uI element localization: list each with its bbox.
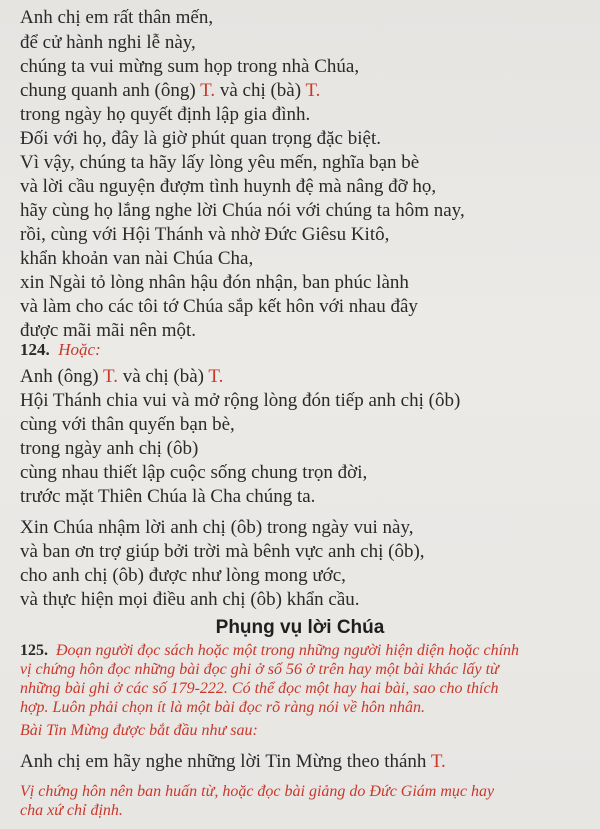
- intro-line-14: được mãi mãi nên một.: [20, 320, 197, 341]
- s124-line-1: Anh (ông) T. và chị (bà) T.: [20, 366, 224, 387]
- intro-line-10: rồi, cùng với Hội Thánh và nhờ Đức Giêsu Kitô,: [20, 224, 390, 245]
- section-124-header: [20, 338, 101, 362]
- s125-rubric-2: vị chứng hôn đọc những bài đọc ghi ở số 56 ở trên hay một bài khác lấy từ: [20, 661, 499, 678]
- s124-line-6: trước mặt Thiên Chúa là Cha chúng ta.: [20, 486, 316, 507]
- name-placeholder: T.: [208, 366, 224, 387]
- gospel-line: Anh chị em hãy nghe những lời Tin Mừng theo thánh T.: [20, 751, 446, 772]
- intro-line-3: chúng ta vui mừng sum họp trong nhà Chúa,: [20, 56, 360, 77]
- s124-line-8: và ban ơn trợ giúp bởi trời mà bênh vực anh chị (ôb),: [20, 541, 425, 562]
- section-label: Hoặc:: [58, 340, 101, 359]
- intro-line-2: để cử hành nghi lễ này,: [20, 32, 196, 53]
- s124-line-7: Xin Chúa nhậm lời anh chị (ôb) trong ngày vui này,: [20, 517, 414, 538]
- s124-line-4: trong ngày anh chị (ôb): [20, 438, 199, 459]
- s124-line-10: và thực hiện mọi điều anh chị (ôb) khẩn cầu.: [20, 589, 360, 610]
- gospel-rubric: Bài Tin Mừng được bắt đầu như sau:: [20, 722, 258, 739]
- intro-line-6: Đối với họ, đây là giờ phút quan trọng đặc biệt.: [20, 128, 381, 149]
- intro-line-1: Anh chị em rất thân mến,: [20, 7, 214, 28]
- s124-line-5: cùng nhau thiết lập cuộc sống chung trọn đời,: [20, 462, 368, 483]
- section-number: 124.: [20, 340, 50, 359]
- s125-rubric-1: 125. Đoạn người đọc sách hoặc một trong những người hiện diện hoặc chính: [20, 642, 520, 659]
- s124-line-9: cho anh chị (ôb) được như lòng mong ước,: [20, 565, 346, 586]
- intro-line-5: trong ngày họ quyết định lập gia đình.: [20, 104, 311, 125]
- s125-rubric-3: những bài ghi ở các số 179-222. Có thể đọc một hay hai bài, sao cho thích: [20, 680, 499, 697]
- intro-line-9: hãy cùng họ lắng nghe lời Chúa nói với chúng ta hôm nay,: [20, 200, 465, 221]
- intro-line-7: Vì vậy, chúng ta hãy lấy lòng yêu mến, nghĩa bạn bè: [20, 152, 420, 173]
- intro-line-4: chung quanh anh (ông) T. và chị (bà) T.: [20, 80, 321, 101]
- s124-line-2: Hội Thánh chia vui và mở rộng lòng đón tiếp anh chị (ôb): [20, 390, 461, 411]
- section-number: 125.: [20, 642, 48, 659]
- name-placeholder: T.: [430, 751, 446, 772]
- final-rubric-1: Vị chứng hôn nên ban huấn từ, hoặc đọc bài giảng do Đức Giám mục hay: [20, 783, 495, 800]
- intro-line-8: và lời cầu nguyện đượm tình huynh đệ mà nâng đỡ họ,: [20, 176, 437, 197]
- s124-line-3: cùng với thân quyến bạn bè,: [20, 414, 235, 435]
- intro-line-13: và làm cho các tôi tớ Chúa sắp kết hôn với nhau đây: [20, 296, 418, 317]
- name-placeholder: T.: [200, 80, 216, 101]
- intro-line-12: xin Ngài tỏ lòng nhân hậu đón nhận, ban phúc lành: [20, 272, 409, 293]
- intro-line-11: khẩn khoản van nài Chúa Cha,: [20, 248, 254, 269]
- name-placeholder: T.: [103, 366, 118, 387]
- s125-rubric-4: hợp. Luôn phải chọn ít là một bài đọc rõ ràng nói về hôn nhân.: [20, 699, 425, 716]
- section-heading: Phụng vụ lời Chúa: [215, 617, 385, 638]
- final-rubric-2: cha xứ chỉ định.: [20, 802, 123, 819]
- name-placeholder: T.: [305, 80, 321, 101]
